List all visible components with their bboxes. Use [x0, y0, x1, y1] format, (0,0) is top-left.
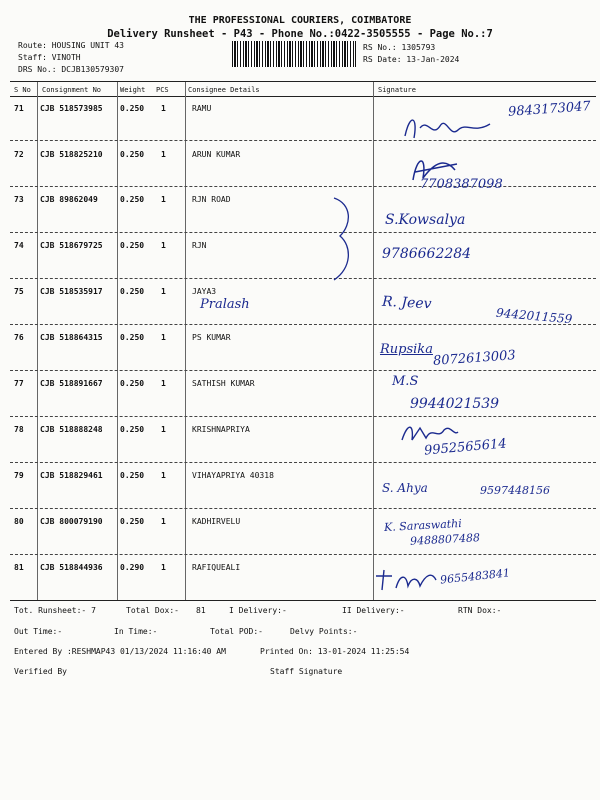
row-pcs: 1	[161, 425, 166, 434]
row-consignment: CJB 518864315	[40, 333, 103, 342]
row-sno: 77	[14, 379, 24, 388]
staff-signature: Staff Signature	[270, 667, 343, 676]
col-divider	[117, 82, 118, 600]
row-sno: 76	[14, 333, 24, 342]
row-weight: 0.250	[120, 333, 145, 342]
handwritten-phone: 9488807488	[409, 531, 481, 548]
row-consignee: VIHAYAPRIYA 40318	[192, 471, 274, 480]
handwritten-phone: 9786662284	[382, 246, 472, 262]
signature-scribble	[372, 566, 438, 594]
handwritten-phone: 9597448156	[480, 484, 550, 497]
row-consignment: CJB 89862049	[40, 195, 98, 204]
row-sno: 72	[14, 150, 24, 159]
handwritten-phone: 9843173047	[507, 99, 592, 120]
handwritten-signature: R. Jeev	[381, 293, 432, 313]
in-time: In Time:-	[114, 627, 158, 636]
out-time: Out Time:-	[14, 627, 63, 636]
drs-number: DRS No.: DCJB130579307	[18, 65, 124, 74]
signature-scribble	[400, 108, 510, 144]
delvy-points: Delvy Points:-	[290, 627, 358, 636]
i-delivery: I Delivery:-	[229, 606, 287, 615]
ii-delivery: II Delivery:-	[342, 606, 405, 615]
row-separator	[10, 416, 596, 417]
row-separator	[10, 462, 596, 463]
row-consignee: RJN ROAD	[192, 195, 231, 204]
row-pcs: 1	[161, 379, 166, 388]
col-divider	[373, 82, 374, 600]
row-consignment: CJB 518535917	[40, 287, 103, 296]
row-sno: 80	[14, 517, 24, 526]
row-weight: 0.250	[120, 104, 145, 113]
row-pcs: 1	[161, 150, 166, 159]
row-sno: 79	[14, 471, 24, 480]
total-dox-label: Total Dox:-	[126, 606, 179, 615]
row-pcs: 1	[161, 195, 166, 204]
row-sno: 78	[14, 425, 24, 434]
row-separator	[10, 324, 596, 325]
row-consignee: ARUN KUMAR	[192, 150, 241, 159]
table-top-border	[10, 81, 596, 82]
col-pcs: PCS	[156, 86, 169, 94]
row-consignee: RJN	[192, 241, 207, 250]
row-separator	[10, 370, 596, 371]
handwritten-phone: 8072613003	[432, 348, 517, 369]
row-separator	[10, 554, 596, 555]
verified-by: Verified By	[14, 667, 67, 676]
barcode-image	[232, 41, 356, 67]
runsheet-title: Delivery Runsheet - P43 - Phone No.:0422-3505555 - Page No.:7	[107, 28, 493, 40]
row-pcs: 1	[161, 287, 166, 296]
row-sno: 71	[14, 104, 24, 113]
row-weight: 0.250	[120, 195, 145, 204]
row-pcs: 1	[161, 104, 166, 113]
row-consignment: CJB 800079190	[40, 517, 103, 526]
col-divider	[37, 82, 38, 600]
route-text: Route: HOUSING UNIT 43	[18, 41, 124, 50]
total-pod: Total POD:-	[210, 627, 263, 636]
row-weight: 0.290	[120, 563, 145, 572]
row-weight: 0.250	[120, 471, 145, 480]
bracket-mark	[328, 194, 358, 284]
row-separator	[10, 508, 596, 509]
row-pcs: 1	[161, 517, 166, 526]
row-consignment: CJB 518844936	[40, 563, 103, 572]
row-consignment: CJB 518825210	[40, 150, 103, 159]
row-weight: 0.250	[120, 379, 145, 388]
row-weight: 0.250	[120, 241, 145, 250]
row-consignment: CJB 518829461	[40, 471, 103, 480]
rtn-dox: RTN Dox:-	[458, 606, 502, 615]
col-sno: S No	[14, 86, 31, 94]
handwritten-phone: 9952565614	[423, 436, 508, 459]
col-divider	[185, 82, 186, 600]
row-separator	[10, 186, 596, 187]
row-weight: 0.250	[120, 150, 145, 159]
handwritten-phone: 9442011559	[495, 305, 573, 327]
handwritten-signature: K. Saraswathi	[383, 516, 463, 535]
handwritten-signature: M.S	[392, 374, 419, 389]
staff-text: Staff: VINOTH	[18, 53, 81, 62]
total-dox-value: 81	[196, 606, 206, 615]
handwritten-name: Pralash	[200, 297, 250, 312]
row-pcs: 1	[161, 563, 166, 572]
handwritten-signature: S. Ahya	[382, 481, 428, 495]
handwritten-phone: 7708387098	[420, 177, 503, 192]
handwritten-phone: 9655483841	[439, 566, 511, 587]
rs-date: RS Date: 13-Jan-2024	[363, 55, 460, 64]
col-consignee: Consignee Details	[188, 86, 260, 94]
row-sno: 81	[14, 563, 24, 572]
row-consignee: KRISHNAPRIYA	[192, 425, 250, 434]
row-consignment: CJB 518888248	[40, 425, 103, 434]
row-weight: 0.250	[120, 425, 145, 434]
row-consignment: CJB 518679725	[40, 241, 103, 250]
row-consignee: JAYA3	[192, 287, 217, 296]
row-separator	[10, 278, 596, 279]
tot-runsheet: Tot. Runsheet:- 7	[14, 606, 96, 615]
col-weight: Weight	[120, 86, 146, 94]
row-weight: 0.250	[120, 517, 145, 526]
row-consignee: RAFIQUEALI	[192, 563, 241, 572]
row-pcs: 1	[161, 241, 166, 250]
table-header-border	[10, 96, 596, 97]
row-consignment: CJB 518891667	[40, 379, 103, 388]
rs-number: RS No.: 1305793	[363, 43, 436, 52]
row-weight: 0.250	[120, 287, 145, 296]
table-bottom-border	[10, 600, 596, 601]
row-separator	[10, 232, 596, 233]
row-consignee: PS KUMAR	[192, 333, 231, 342]
row-sno: 74	[14, 241, 24, 250]
row-consignment: CJB 518573985	[40, 104, 103, 113]
entered-by: Entered By :RESHMAP43 01/13/2024 11:16:40 AM	[14, 647, 226, 656]
handwritten-name: S.Kowsalya	[385, 212, 466, 228]
company-title: THE PROFESSIONAL COURIERS, COIMBATORE	[188, 15, 412, 26]
row-sno: 73	[14, 195, 24, 204]
row-consignee: KADHIRVELU	[192, 517, 241, 526]
handwritten-phone: 9944021539	[410, 396, 500, 412]
printed-on: Printed On: 13-01-2024 11:25:54	[260, 647, 410, 656]
row-sno: 75	[14, 287, 24, 296]
col-consignment: Consignment No	[42, 86, 102, 94]
col-signature: Signature	[378, 86, 416, 94]
handwritten-signature: Rupsika	[380, 342, 433, 357]
row-consignee: RAMU	[192, 104, 212, 113]
row-pcs: 1	[161, 471, 166, 480]
row-consignee: SATHISH KUMAR	[192, 379, 255, 388]
row-pcs: 1	[161, 333, 166, 342]
